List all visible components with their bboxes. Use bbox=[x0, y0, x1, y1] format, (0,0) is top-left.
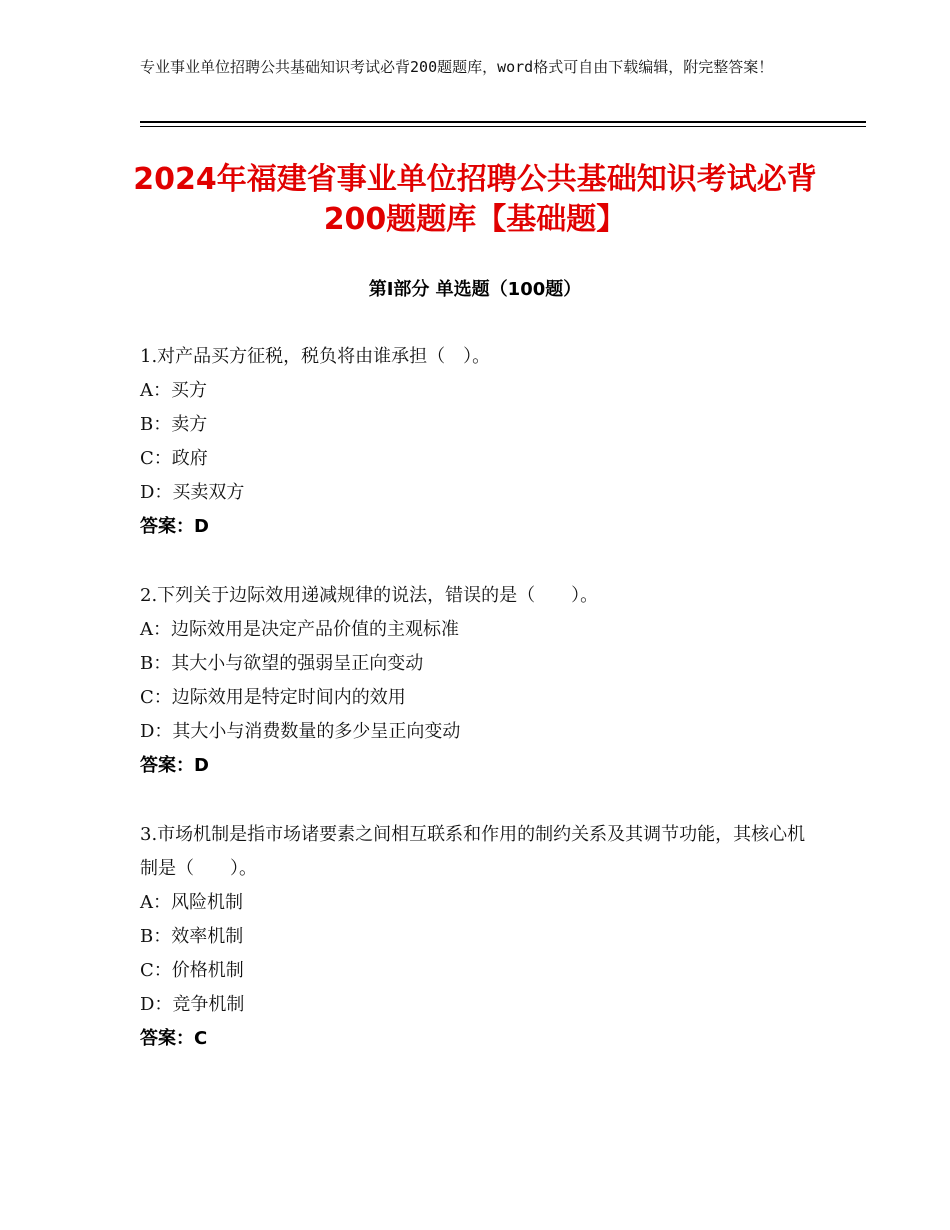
option-b: B：效率机制 bbox=[140, 926, 244, 947]
question-3 bbox=[140, 818, 810, 1056]
option-d: D：竞争机制 bbox=[140, 994, 245, 1015]
header-rule-thick bbox=[140, 121, 866, 123]
section-heading: 第Ⅰ部分 单选题（100题） bbox=[368, 279, 582, 300]
option-c: C：边际效用是特定时间内的效用 bbox=[140, 687, 406, 708]
option-a: A：风险机制 bbox=[140, 892, 243, 913]
option-c: C：政府 bbox=[140, 448, 208, 469]
header-rule-thin bbox=[140, 126, 866, 127]
answer-line: 答案：D bbox=[140, 755, 209, 776]
question-stem: 2.下列关于边际效用递减规律的说法，错误的是（ ）。 bbox=[140, 585, 599, 606]
option-d: D：买卖双方 bbox=[140, 482, 245, 503]
option-b: B：卖方 bbox=[140, 414, 208, 435]
option-b: B：其大小与欲望的强弱呈正向变动 bbox=[140, 653, 424, 674]
question-stem: 3.市场机制是指市场诸要素之间相互联系和作用的制约关系及其调节功能，其核心机制是（ ）。 bbox=[140, 824, 806, 879]
question-2 bbox=[140, 579, 810, 783]
question-stem: 1.对产品买方征税，税负将由谁承担（ ）。 bbox=[140, 346, 491, 367]
answer-line: 答案：D bbox=[140, 516, 209, 537]
header-note: 专业事业单位招聘公共基础知识考试必背200题题库，word格式可自由下载编辑，附完整答案！ bbox=[140, 58, 774, 76]
answer-line: 答案：C bbox=[140, 1028, 208, 1049]
option-a: A：边际效用是决定产品价值的主观标准 bbox=[140, 619, 459, 640]
question-1 bbox=[140, 340, 810, 544]
option-a: A：买方 bbox=[140, 380, 207, 401]
option-d: D：其大小与消费数量的多少呈正向变动 bbox=[140, 721, 461, 742]
document-title: 2024年福建省事业单位招聘公共基础知识考试必背200题题库【基础题】 bbox=[133, 162, 817, 237]
option-c: C：价格机制 bbox=[140, 960, 244, 981]
